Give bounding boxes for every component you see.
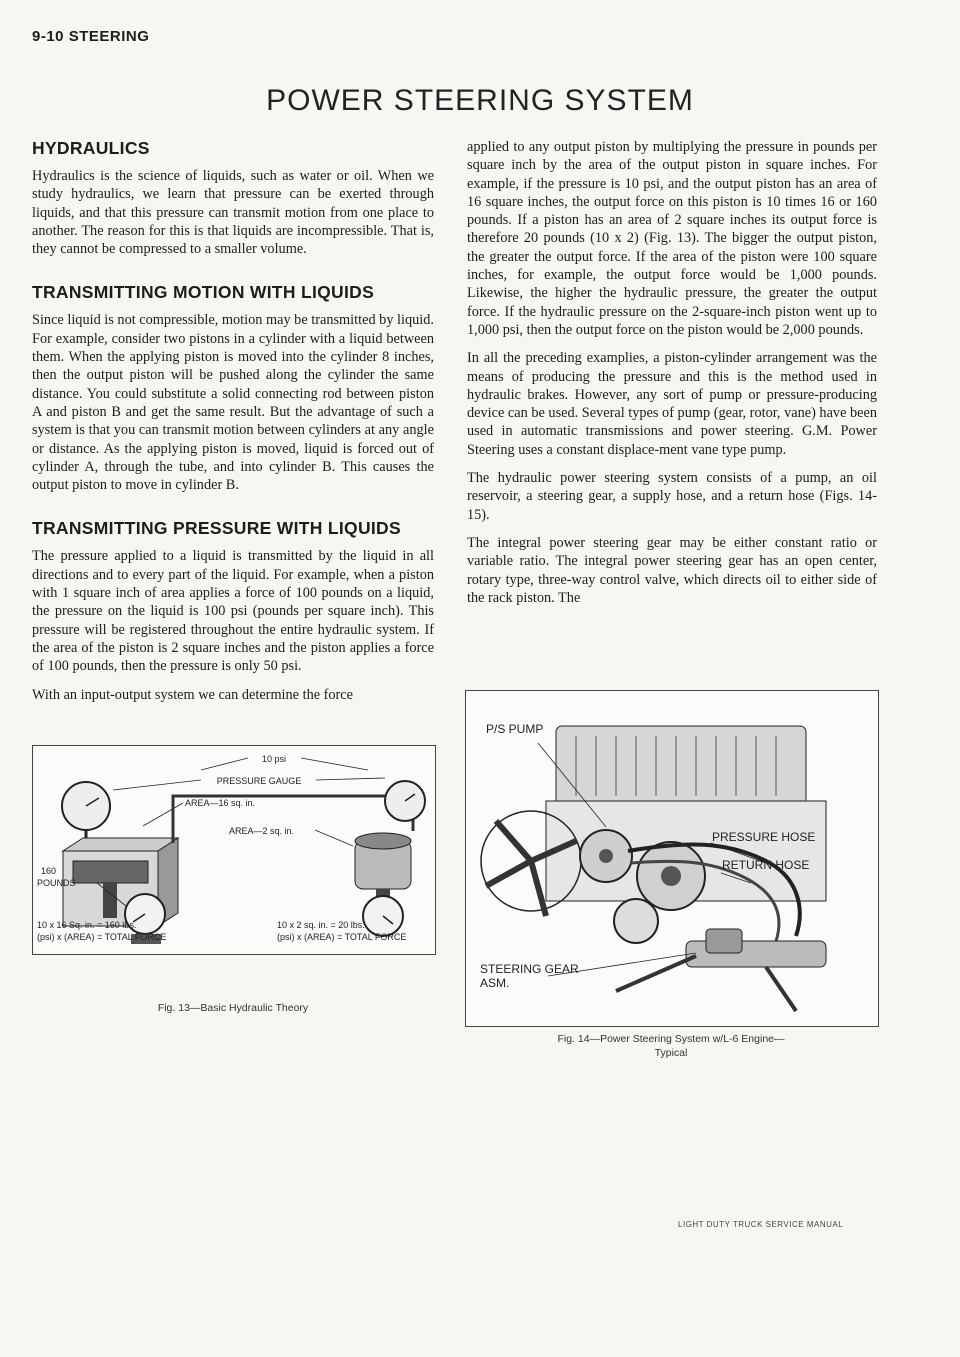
section-heading-hydraulics: HYDRAULICS <box>32 138 150 158</box>
label-steering-gear: STEERING GEAR <box>480 962 579 976</box>
figure-13-hydraulic-theory <box>32 745 436 955</box>
section-heading-motion: TRANSMITTING MOTION WITH LIQUIDS <box>32 282 375 303</box>
paragraph: Hydraulics is the science of liquids, such as water or oil. When we study hydraulics, we learn that pressure can be exerted through liquids, and that this pressure can transmit motion from one place to another. The reason for this is that liquids are incompressible. That is, they cannot be compressed to a smaller volume. <box>32 168 434 258</box>
paragraph: The pressure applied to a liquid is transmitted by the liquid in all directions and to every part of the liquid. For example, when a piston with 1 square inch of area applies a force of 100 pounds on a liquid, the pressure on the liquid is 100 psi (pounds per square inch). This pressure will be registered throughout the entire hydraulic system. If the area of the piston is 2 square inches and the piston applies a force of 100 pounds, then the pressure is only 50 psi. <box>32 548 434 675</box>
label-pounds: POUNDS <box>37 878 76 888</box>
paragraph: The hydraulic power steering system consists of a pump, an oil reservoir, a steering gear, a supply hose, and a return hose (Figs. 14-15). <box>467 470 877 523</box>
right-column <box>467 138 877 617</box>
page-title: POWER STEERING SYSTEM <box>266 84 694 117</box>
paragraph: Since liquid is not compressible, motion may be transmitted by liquid. For example, consider two pistons in a cylinder with a liquid between them. When the applying piston is moved into the cylinder 8 inches, then the output piston will be pushed along the cylinder the same distance. You could substitute a solid connecting rod between piston A and piston B and get the same result. But the advantage of such a system is that you can transmit motion between cylinders at any angle or distance. As the applying piston is moved, liquid is forced out of cylinder A, through the tube, and into cylinder B. This causes the output piston to move in cylinder B. <box>32 312 434 494</box>
page-header: 9-10 STEERING <box>32 28 150 45</box>
label-area-2: AREA—2 sq. in. <box>229 826 295 836</box>
formula-left: 10 x 16 Sq. in. = 160 lbs. (psi) x (AREA) = TOTAL FORCE <box>37 920 167 942</box>
label-pressure-hose: PRESSURE HOSE <box>712 830 816 844</box>
label-pressure-gauge: PRESSURE GAUGE <box>216 776 302 786</box>
label-10-psi: 10 psi <box>261 754 287 764</box>
label-ps-pump: P/S PUMP <box>486 722 544 736</box>
formula-right: 10 x 2 sq. in. = 20 lbs. (psi) x (AREA) = TOTAL FORCE <box>277 920 407 942</box>
left-column <box>32 138 434 714</box>
paragraph: With an input-output system we can determine the force <box>32 686 354 703</box>
engine-block-icon <box>556 726 806 806</box>
label-160: 160 <box>41 866 57 876</box>
figure-14-caption: Fig. 14—Power Steering System w/L-6 Engine— Typical <box>557 1033 785 1059</box>
paragraph: In all the preceding examplies, a piston-cylinder arrangement was the means of producing the pressure and this is the method used in hydraulic brakes. However, any sort of pump or pressure-producing device can be used. Several types of pump (gear, rotor, vane) have been used in automatic transmissions and power steering. G.M. Power Steering uses a constant displace-ment vane type pump. <box>467 350 877 458</box>
page-footer: LIGHT DUTY TRUCK SERVICE MANUAL <box>678 1220 844 1229</box>
label-asm: ASM. <box>480 976 510 990</box>
label-area-16: AREA—16 sq. in. <box>185 798 256 808</box>
paragraph: applied to any output piston by multiplying the pressure in pounds per square inch by the area of the output piston in square inches. For example, if the pressure is 10 psi, and the output piston has an area of 16 square inches, the output force on this piston is 10 times 16 or 160 pounds. If a piston has an area of 2 square inches its output force is therefore 20 pounds (10 x 2) (Fig. 13). The bigger the output piston, the greater the output force. If the area of the piston were 100 square inches, for example, the output force would be 1,000 pounds. Likewise, the higher the hydraulic pressure, the greater the output force. If the hydraulic pressure on the 2-square-inch piston went up to 1,000 psi, then the output force on the piston would be 2,000 pounds. <box>467 139 877 338</box>
figure-14-power-steering <box>465 690 879 1027</box>
paragraph: The integral power steering gear may be either constant ratio or variable ratio. The integral power steering gear has an open center, rotary type, three-way control valve, which directs oil to either side of the rack piston. The <box>467 534 877 606</box>
engine-diagram <box>466 691 878 1026</box>
label-return-hose: RETURN HOSE <box>722 858 810 872</box>
section-heading-pressure: TRANSMITTING PRESSURE WITH LIQUIDS <box>32 518 401 539</box>
figure-13-caption: Fig. 13—Basic Hydraulic Theory <box>157 1002 309 1014</box>
